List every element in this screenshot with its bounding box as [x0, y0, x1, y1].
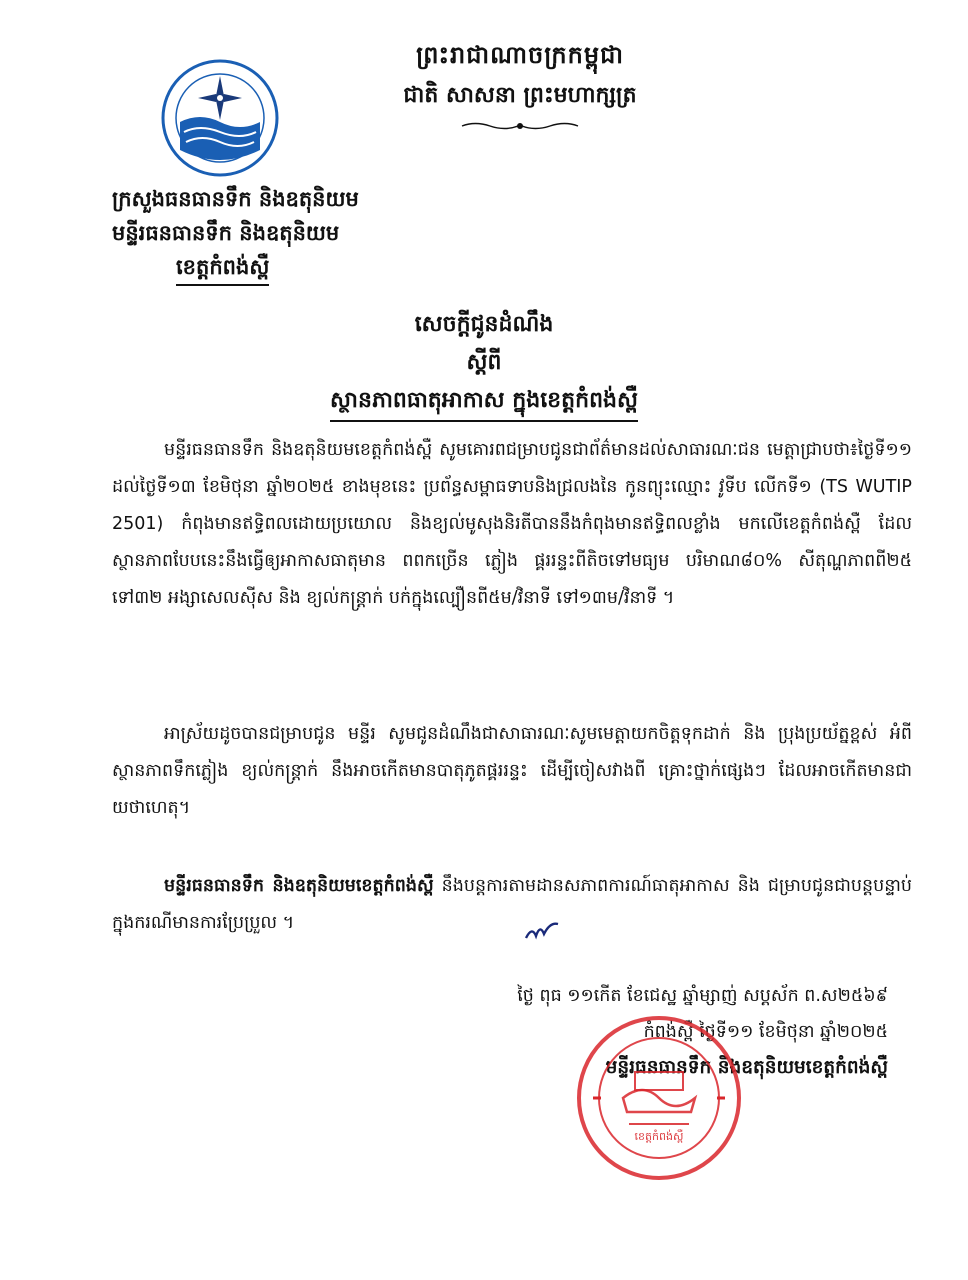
paragraph-warning-text: អាស្រ័យដូចបានជម្រាបជូន មន្ទីរ សូមជូនដំណឹងជាសាធារណៈសូមមេត្តាយកចិត្តទុកដាក់ និង ប្រុងប្រយ័ត្នខ្ពស់ អំពីស្ថានភាពទឹកភ្លៀង ខ្យល់កន្ត្រាក់ នឹងអាចកើតមានបាតុភូតផ្គររន្ទះ ដើម្បីចៀសវាងពី គ្រោះថ្នាក់ផ្សេងៗ ដែលអាចកើតមានជាយថាហេតុ។ [112, 724, 912, 818]
paragraph-warning [112, 716, 912, 827]
official-stamp-icon [573, 1012, 745, 1184]
notice-title: សេចក្តីជូនដំណឹង [414, 312, 554, 337]
national-motto: ជាតិ សាសនា ព្រះមហាក្សត្រ [403, 83, 637, 108]
stamp-text: ខេត្តកំពង់ស្ពឺ [634, 1130, 684, 1143]
paragraph-followup [112, 868, 912, 942]
kingdom-header [330, 40, 710, 135]
notice-about: ស្តីពី [466, 350, 502, 375]
lunar-date: ថ្ងៃ ពុធ ១១កើត ខែជេស្ឋ ឆ្នាំម្សាញ់ សប្តស័ក ព.ស២៥៦៩ [517, 986, 888, 1006]
paragraph-forecast [112, 432, 912, 617]
paragraph-forecast-text: មន្ទីរធនធានទឹក និងឧតុនិយមខេត្តកំពង់ស្ពឺ សូមគោរពជម្រាបជូនជាព័ត៌មានដល់សាធារណៈជន មេត្តាជ្រាបថា៖ថ្ងៃទី១១ ដល់ថ្ងៃទី១៣ ខែមិថុនា ឆ្នាំ២០២៥ ខាងមុខនេះ ប្រព័ន្ធសម្ពាធទាបនិងជ្រលងនៃ កូនព្យុះឈ្មោះ វូទីប លើកទី១ (TS WUTIP 2501) កំពុងមានឥទ្ធិពលដោយប្រយោល និងខ្យល់មូសុងនិរតីបាននឹងកំពុងមានឥទ្ធិពលខ្លាំង មកលើខេត្តកំពង់ស្ពឺ ដែលស្ថានភាពបែបនេះនឹងធ្វើឲ្យអាកាសធាតុមាន ពពកច្រើន ភ្លៀង ផ្គររន្ទះពីតិចទៅមធ្យម បរិមាណ៨០% សីតុណ្ហភាពពី២៥ ទៅ៣២ អង្សាសេលស៊ីស និង ខ្យល់កន្ត្រាក់ បក់ក្នុងល្បឿនពី៥ម/វិនាទី ទៅ១៣ម/វិនាទី ។ [112, 440, 912, 608]
kingdom-title: ព្រះរាជាណាចក្រកម្ពុជា [416, 41, 624, 69]
ornament-divider-icon [460, 121, 580, 131]
paragraph-followup-text: នឹងបន្តការតាមដានសភាពការណ៍ធាតុអាកាស និង ជម្រាបជូនជាបន្តបន្ទាប់ ក្នុងករណីមានការប្រែប្រួល ។ [112, 876, 913, 933]
solar-date: កំពង់ស្ពឺ ថ្ងៃទី១១ ខែមិថុនា ឆ្នាំ២០២៥ [643, 1022, 888, 1042]
ministry-logo-icon [160, 58, 280, 178]
signatory: មន្ទីរធនធានទឹក និងឧតុនិយមខេត្តកំពង់ស្ពឺ [605, 1057, 888, 1078]
ministry-block [112, 182, 359, 286]
notice-subject: ស្ថានភាពធាតុអាកាស ក្នុងខេត្តកំពង់ស្ពឺ [330, 382, 638, 422]
ministry-name: ក្រសួងធនធានទឹក និងឧតុនិយម [112, 187, 359, 211]
province-name: ខេត្តកំពង់ស្ពឺ [176, 250, 269, 286]
handwritten-tick-icon [522, 918, 562, 944]
department-name: មន្ទីរធនធានទឹក និងឧតុនិយម [112, 221, 340, 245]
notice-heading [0, 306, 968, 422]
paragraph-followup-lead: មន្ទីរធនធានទឹក និងឧតុនិយមខេត្តកំពង់ស្ពឺ [164, 876, 434, 896]
